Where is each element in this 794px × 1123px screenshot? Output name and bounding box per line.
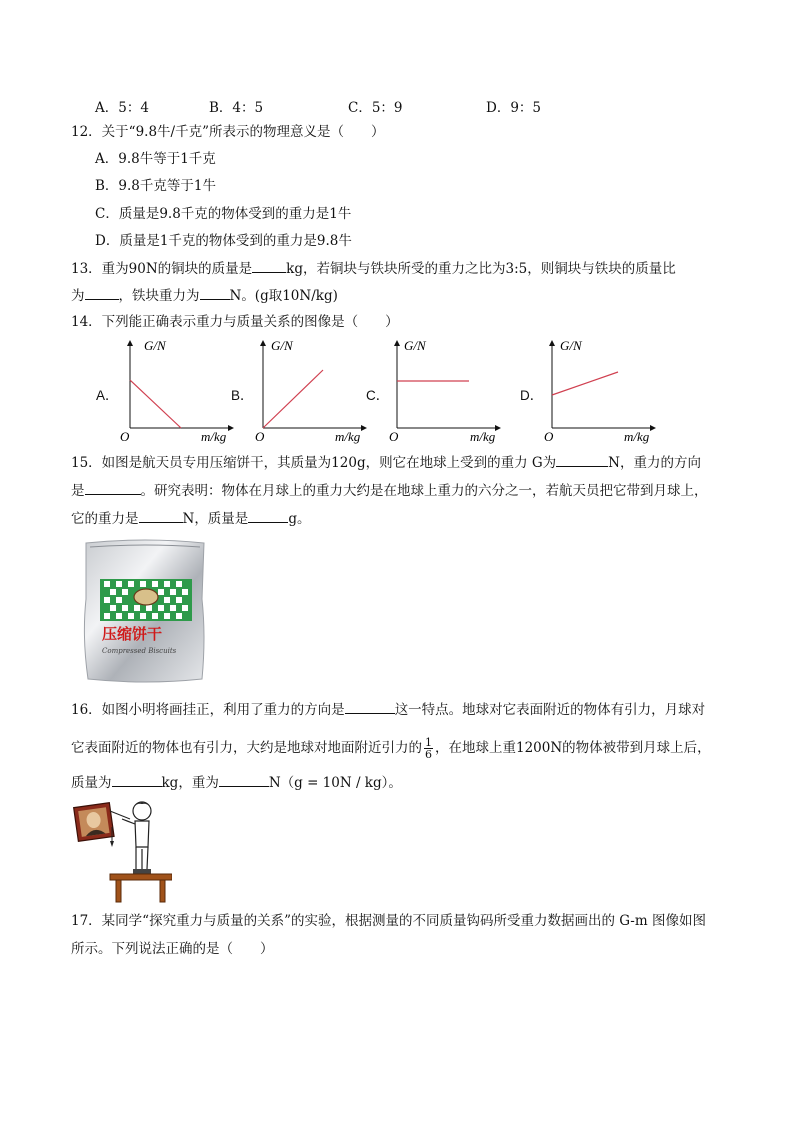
x-axis-arrow [228, 425, 234, 431]
q15-text-3: 是 [71, 483, 85, 499]
graph-line [263, 370, 323, 428]
q12-option-c: C．质量是9.8千克的物体受到的重力是1牛 [95, 206, 352, 222]
q14-graph-c [385, 338, 503, 444]
q12-option-a: A．9.8牛等于1千克 [95, 151, 216, 167]
q16-text-4: ，在地球上重1200N的物体被带到月球上后， [435, 740, 711, 756]
q13-text-4: ，铁块重力为 [118, 288, 200, 304]
q14-label-c: C． [366, 388, 390, 403]
y-axis-arrow [127, 340, 133, 346]
compressed-biscuit-image [80, 537, 210, 685]
origin-label: O [544, 429, 554, 444]
x-axis-arrow [495, 425, 501, 431]
q17-line-1: 17．某同学“探究重力与质量的关系”的实验，根据测量的不同质量钩码所受重力数据画出的 G-m 图像如图 [71, 913, 706, 929]
package-title: 压缩饼干 [102, 625, 163, 643]
q14-stem: 14．下列能正确表示重力与质量关系的图像是（ ） [71, 314, 399, 330]
x-axis-label: m/kg [335, 429, 361, 444]
answer-blank[interactable] [139, 509, 183, 523]
q12-stem: 12．关于“9.8牛/千克”所表示的物理意义是（ ） [71, 124, 385, 140]
answer-blank[interactable] [252, 259, 286, 273]
q16-line-1 [71, 700, 705, 719]
graph-line [552, 372, 618, 395]
fraction-denominator: 6 [425, 748, 432, 761]
q15-text-7: g。 [288, 511, 311, 527]
y-axis-arrow [549, 340, 555, 346]
q11-option-d: D．9：5 [486, 100, 542, 116]
answer-blank[interactable] [219, 773, 269, 787]
x-axis-label: m/kg [470, 429, 496, 444]
q15-text-4: 。研究表明：物体在月球上的重力大约是在地球上重力的六分之一，若航天员把它带到月球上， [140, 483, 708, 499]
boy-hanging-picture-image [72, 797, 172, 903]
origin-label: O [389, 429, 399, 444]
package-subtitle: Compressed Biscuits [102, 647, 177, 655]
q15-line-3 [71, 509, 310, 528]
q11-option-a: A．5：4 [95, 100, 149, 116]
q17-line-2: 所示。下列说法正确的是（ ） [71, 941, 274, 957]
q13-text-2: kg，若铜块与铁块所受的重力之比为3:5，则铜块与铁块的质量比 [286, 261, 676, 277]
origin-label: O [120, 429, 130, 444]
x-axis-label: m/kg [624, 429, 650, 444]
q15-text-2: N，重力的方向 [608, 455, 701, 471]
answer-blank[interactable] [85, 286, 119, 300]
q13-line-1 [71, 259, 676, 278]
q15-text-5: 它的重力是 [71, 511, 139, 527]
q13-line-2 [71, 286, 338, 305]
origin-label: O [255, 429, 265, 444]
y-axis-arrow [260, 340, 266, 346]
q14-label-d: D． [520, 388, 544, 403]
q15-text-6: N，质量是 [182, 511, 249, 527]
q16-text-3: 它表面附近的物体也有引力，大约是地球对地面附近引力的 [71, 740, 422, 756]
answer-blank[interactable] [200, 286, 230, 300]
q11-option-b: B．4：5 [209, 100, 264, 116]
answer-blank[interactable] [345, 700, 395, 714]
fraction [424, 737, 433, 760]
q16-text-5: 质量为 [71, 775, 112, 791]
q14-label-a: A． [96, 388, 119, 403]
q16-text-1: 16．如图小明将画挂正，利用了重力的方向是 [71, 702, 345, 718]
q16-line-2 [71, 733, 711, 763]
q14-graph-a [118, 338, 236, 444]
y-axis-label: G/N [271, 338, 293, 353]
y-axis-arrow [394, 340, 400, 346]
q13-text-3: 为 [71, 288, 85, 304]
q14-graph-d [540, 338, 658, 444]
fraction-numerator: 1 [425, 736, 432, 749]
q15-text-1: 15．如图是航天员专用压缩饼干，其质量为120g，则它在地球上受到的重力 G为 [71, 455, 557, 471]
x-axis-label: m/kg [201, 429, 227, 444]
q12-option-b: B．9.8千克等于1牛 [95, 178, 216, 194]
q15-line-2 [71, 481, 708, 500]
y-axis-label: G/N [560, 338, 582, 353]
table [110, 874, 172, 880]
q16-text-6: kg，重为 [161, 775, 219, 791]
answer-blank[interactable] [85, 481, 141, 495]
q16-text-2: 这一特点。地球对它表面附近的物体有引力，月球对 [394, 702, 706, 718]
graph-line [130, 380, 181, 428]
q16-line-3 [71, 773, 402, 792]
q12-option-d: D．质量是1千克的物体受到的重力是9.8牛 [95, 233, 352, 249]
q11-option-c: C．5：9 [348, 100, 403, 116]
logo-emblem [134, 589, 158, 605]
q13-text-5: N。(g取10N/kg) [229, 288, 338, 304]
answer-blank[interactable] [556, 453, 608, 467]
y-axis-label: G/N [404, 338, 426, 353]
x-axis-arrow [361, 425, 367, 431]
answer-blank[interactable] [248, 509, 288, 523]
q13-text-1: 13．重为90N的铜块的质量是 [71, 261, 253, 277]
q16-text-7: N（g = 10N / kg）。 [268, 775, 402, 791]
q14-label-b: B． [231, 388, 254, 403]
y-axis-label: G/N [144, 338, 166, 353]
answer-blank[interactable] [112, 773, 162, 787]
x-axis-arrow [650, 425, 656, 431]
q14-graph-b [251, 338, 369, 444]
q15-line-1 [71, 453, 701, 472]
picture-frame [74, 803, 114, 842]
